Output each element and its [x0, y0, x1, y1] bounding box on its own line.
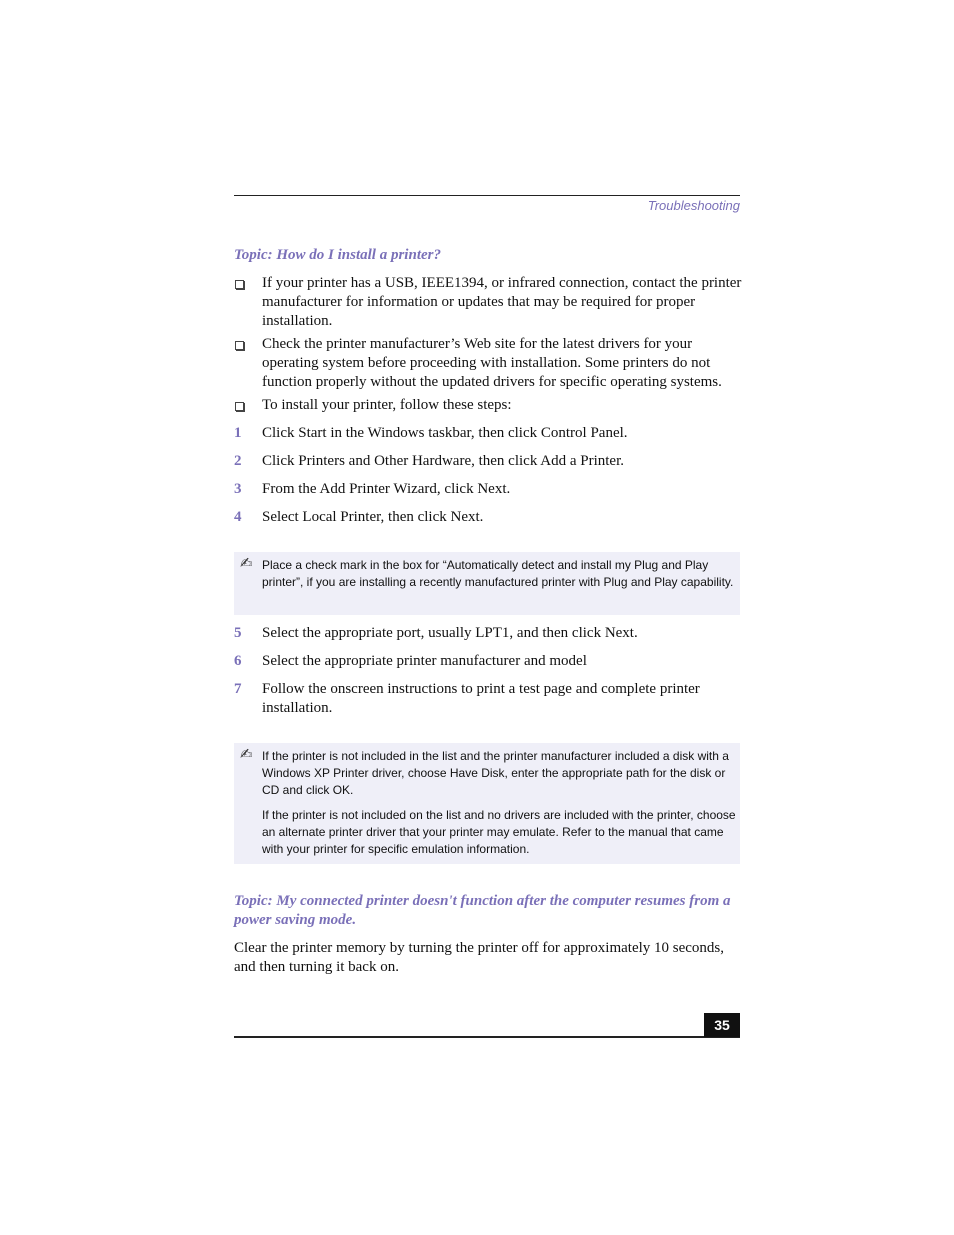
step-number: 1 — [234, 425, 242, 441]
step-text: Select the appropriate printer manufacturer and model — [262, 653, 587, 669]
note-box — [234, 552, 740, 615]
step-number: 2 — [234, 453, 242, 469]
section-header: Troubleshooting — [647, 198, 740, 213]
step-text: Select the appropriate port, usually LPT1, and then click Next. — [262, 625, 638, 641]
step-text: Follow the onscreen instructions to print a test page and complete printer installation. — [262, 681, 700, 716]
note-box — [234, 743, 740, 864]
step-number: 7 — [234, 681, 242, 697]
step-number: 5 — [234, 625, 242, 641]
bullet-item: Check the printer manufacturer’s Web site for the latest drivers for your operating system before proceeding with installation. Some printers do not function properly without the updated drivers for specific operating systems. — [262, 336, 722, 390]
step-text: Click Start in the Windows taskbar, then click Control Panel. — [262, 425, 628, 441]
page-number: 35 — [704, 1013, 740, 1037]
note-text: Place a check mark in the box for “Automatically detect and install my Plug and Play printer”, if you are installing a recently manufactured printer with Plug and Play capability. — [262, 558, 734, 589]
step-text: Click Printers and Other Hardware, then click Add a Printer. — [262, 453, 624, 469]
bullet-item: If your printer has a USB, IEEE1394, or infrared connection, contact the printer manufacturer for information or updates that may be required for proper installation. — [262, 275, 742, 329]
note-text: If the printer is not included in the list and the printer manufacturer included a disk with a Windows XP Printer driver, choose Have Disk, enter the appropriate path for the disk or CD and click OK. — [262, 749, 729, 797]
step-number: 6 — [234, 653, 242, 669]
header-rule — [234, 195, 740, 196]
step-number: 3 — [234, 481, 242, 497]
topic-title: Topic: My connected printer doesn't function after the computer resumes from a power saving mode. — [234, 893, 731, 928]
pencil-note-icon: ✍ — [240, 745, 253, 763]
checkbox-bullet-icon — [235, 341, 244, 350]
pencil-note-icon: ✍ — [240, 554, 253, 572]
topic-title: Topic: How do I install a printer? — [234, 247, 441, 263]
bullet-item: To install your printer, follow these steps: — [262, 397, 512, 413]
body-text: Clear the printer memory by turning the printer off for approximately 10 seconds, and then turning it back on. — [234, 940, 725, 975]
step-text: Select Local Printer, then click Next. — [262, 509, 484, 525]
step-number: 4 — [234, 509, 242, 525]
checkbox-bullet-icon — [235, 280, 244, 289]
step-text: From the Add Printer Wizard, click Next. — [262, 481, 511, 497]
checkbox-bullet-icon — [235, 402, 244, 411]
note-text: If the printer is not included on the list and no drivers are included with the printer, choose an alternate printer driver that your printer may emulate. Refer to the manual that came with your printer for specific emulation information. — [262, 808, 736, 856]
footer-rule — [234, 1036, 740, 1038]
